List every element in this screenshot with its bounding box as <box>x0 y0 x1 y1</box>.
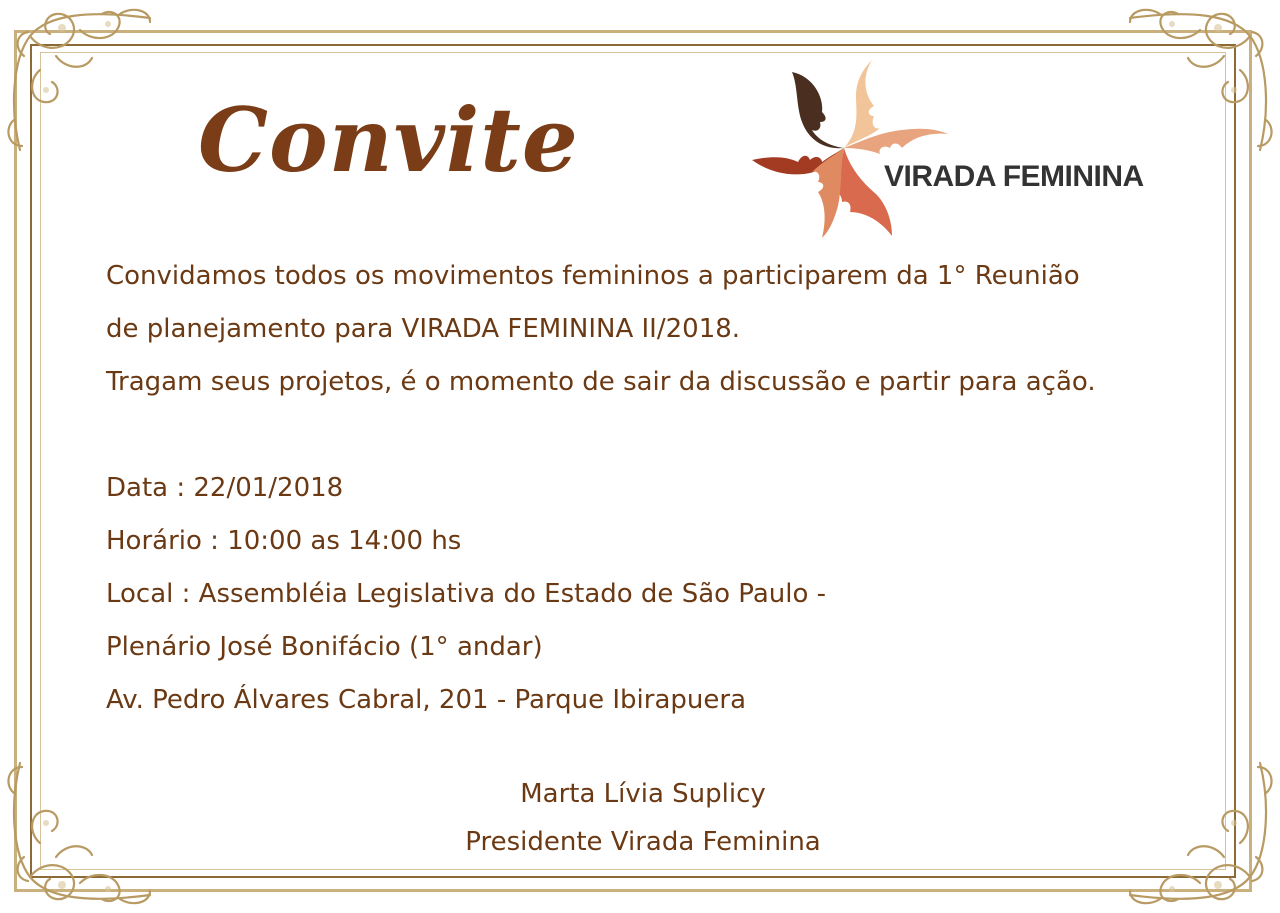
signature-role: Presidente Virada Feminina <box>465 827 821 857</box>
event-room: Plenário José Bonifácio (1° andar) <box>106 632 543 662</box>
event-time: Horário : 10:00 as 14:00 hs <box>106 526 462 556</box>
page-title: Convite <box>198 88 579 192</box>
event-date: Data : 22/01/2018 <box>106 473 344 503</box>
event-address: Av. Pedro Álvares Cabral, 201 - Parque Ibirapuera <box>106 685 746 715</box>
event-location: Local : Assembléia Legislativa do Estado de São Paulo - <box>106 579 827 609</box>
ornament-corner-top-left-icon <box>0 0 170 170</box>
signature-block <box>0 770 1280 866</box>
message-line-3: Tragam seus projetos, é o momento de sair da discussão e partir para ação. <box>106 367 1096 397</box>
spacer <box>106 409 1096 462</box>
invitation-body <box>106 250 1096 727</box>
virada-feminina-logo <box>752 56 1152 242</box>
message-line-2: de planejamento para VIRADA FEMININA II/2018. <box>106 314 741 344</box>
logo-text: VIRADA FEMININA <box>884 160 1144 193</box>
women-profiles-icon <box>752 56 952 242</box>
message-line-1: Convidamos todos os movimentos femininos a participarem da 1° Reunião <box>106 261 1080 291</box>
signature-name: Marta Lívia Suplicy <box>520 779 766 809</box>
